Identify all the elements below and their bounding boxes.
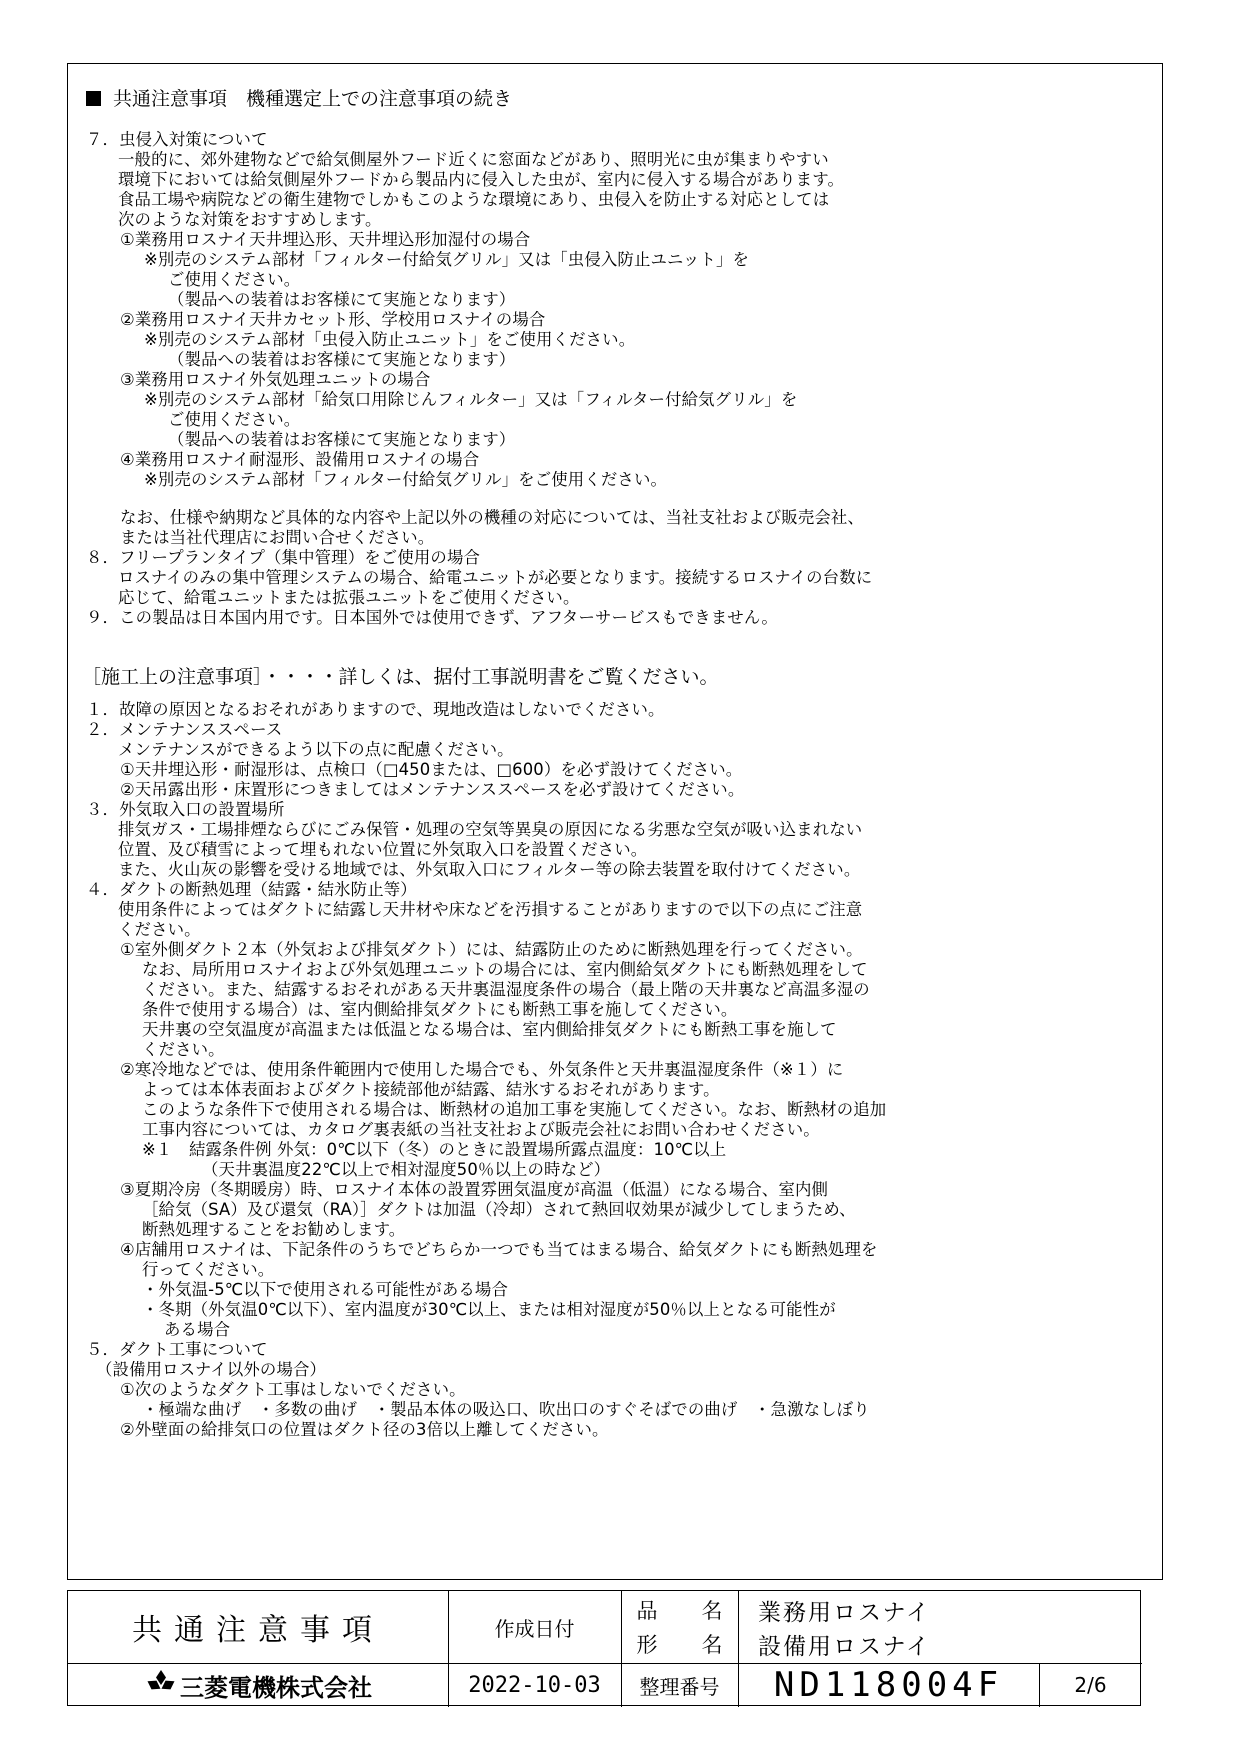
created-date-label: 作成日付 [494, 1616, 575, 1641]
note-line: また、火山灰の影響を受ける地域では、外気取入口にフィルター等の除去装置を取付けてください。 [118, 860, 861, 879]
note-line: ※別売のシステム部材「給気口用除じんフィルター」又は「フィルター付給気グリル」を [144, 390, 798, 409]
document-title: 共通注意事項 [132, 1613, 384, 1648]
note-line: ご使用ください。 [168, 410, 301, 429]
section-heading [86, 84, 512, 111]
note-line: 工事内容については、カタログ裏表紙の当社支社および販売会社にお問い合わせください。 [142, 1120, 820, 1139]
product-name: 業務用ロスナイ [758, 1599, 931, 1626]
note-line: ※別売のシステム部材「虫侵入防止ユニット」をご使用ください。 [144, 330, 636, 349]
note-line: ある場合 [164, 1320, 231, 1339]
note-line: ②業務用ロスナイ天井カセット形、学校用ロスナイの場合 [120, 310, 546, 329]
note-line: ３．外気取入口の設置場所 [86, 800, 285, 819]
company-name: 三菱電機株式会社 [180, 1673, 372, 1702]
note-line: ①次のようなダクト工事はしないでください。 [120, 1380, 466, 1399]
note-line: メンテナンスができるよう以下の点に配慮ください。 [118, 740, 514, 759]
note-line: または当社代理店にお問い合せください。 [120, 528, 435, 547]
note-line: ④店舗用ロスナイは、下記条件のうちでどちらか一つでも当てはまる場合、給気ダクトにも断熱処理を [120, 1240, 878, 1259]
note-line: （設備用ロスナイ以外の場合） [96, 1360, 327, 1379]
note-line: ※１ 結露条件例 外気：0℃以下（冬）のときに設置場所露点温度：10℃以上 [142, 1140, 727, 1159]
note-line: ５．ダクト工事について [86, 1340, 268, 1359]
note-line: なお、局所用ロスナイおよび外気処理ユニットの場合には、室内側給気ダクトにも断熱処理をして [142, 960, 868, 979]
note-line: このような条件下で使用される場合は、断熱材の追加工事を実施してください。なお、断熱材の追加 [142, 1100, 887, 1119]
reference-number-label: 整理番号 [639, 1674, 720, 1699]
note-line: ・極端な曲げ ・多数の曲げ ・製品本体の吸込口、吹出口のすぐそばでの曲げ ・急激なしぼり [142, 1400, 870, 1419]
note-line: 一般的に、郊外建物などで給気側屋外フード近くに窓面などがあり、照明光に虫が集まりやすい [118, 150, 829, 169]
note-line: 行ってください。 [142, 1260, 275, 1279]
model-name: 設備用ロスナイ [758, 1633, 931, 1660]
note-line: （製品への装着はお客様にて実施となります） [168, 430, 516, 449]
note-line: 環境下においては給気側屋外フードから製品内に侵入した虫が、室内に侵入する場合があります。 [118, 170, 844, 189]
note-line: 天井裏の空気温度が高温または低温となる場合は、室内側給排気ダクトにも断熱工事を施して [142, 1020, 837, 1039]
black-square-icon [86, 91, 101, 106]
note-line: ②寒冷地などでは、使用条件範囲内で使用した場合でも、外気条件と天井裏温湿度条件（※１）に [120, 1060, 844, 1079]
construction-notes-heading: ［施工上の注意事項］・・・・詳しくは、据付工事説明書をご覧ください。 [82, 666, 719, 688]
note-line: ご使用ください。 [168, 270, 301, 289]
note-line: 使用条件によってはダクトに結露し天井材や床などを汚損することがありますので以下の点にご注意 [118, 900, 863, 919]
model-name-label: 形 名 [636, 1633, 723, 1657]
note-line: 条件で使用する場合）は、室内側給排気ダクトにも断熱工事を施してください。 [142, 1000, 738, 1019]
page-number: 2/6 [1074, 1673, 1107, 1697]
note-line: ①天井埋込形・耐湿形は、点検口（□450または、□600）を必ず設けてください。 [120, 760, 743, 779]
note-line: ［給気（SA）及び還気（RA）］ダクトは加温（冷却）されて熱回収効果が減少してしまうため、 [142, 1200, 856, 1219]
note-line: ７．虫侵入対策について [86, 130, 268, 149]
note-line: 食品工場や病院などの衛生建物でしかもこのような環境にあり、虫侵入を防止する対応としては [118, 190, 830, 209]
product-name-label: 品 名 [636, 1599, 723, 1623]
note-line: ・冬期（外気温0℃以下）、室内温度が30℃以上、または相対湿度が50％以上となる可能性が [142, 1300, 836, 1319]
note-line: ロスナイのみの集中管理システムの場合、給電ユニットが必要となります。接続するロスナイの台数に [118, 568, 873, 587]
note-line: 排気ガス・工場排煙ならびにごみ保管・処理の空気等異臭の原因になる劣悪な空気が吸い込まれない [118, 820, 863, 839]
note-line: ②外壁面の給排気口の位置はダクト径の3倍以上離してください。 [120, 1420, 609, 1439]
note-line: ９．この製品は日本国内用です。日本国外では使用できず、アフターサービスもできません。 [86, 608, 778, 627]
note-line: ４．ダクトの断熱処理（結露・結氷防止等） [86, 880, 417, 899]
three-diamonds-icon [144, 1670, 178, 1700]
note-line: 次のような対策をおすすめします。 [118, 210, 382, 229]
created-date: 2022-10-03 [468, 1672, 601, 1698]
company-logo [68, 1663, 448, 1707]
note-line: ②天吊露出形・床置形につきましてはメンテナンススペースを必ず設けてください。 [120, 780, 745, 799]
note-line: ください。 [118, 920, 201, 939]
note-line: ※別売のシステム部材「フィルター付給気グリル」又は「虫侵入防止ユニット」を [144, 250, 750, 269]
note-line: （天井裏温度22℃以上で相対湿度50％以上の時など） [202, 1160, 611, 1179]
note-line: 位置、及び積雪によって埋もれない位置に外気取入口を設置ください。 [118, 840, 648, 859]
title-block [67, 1590, 1141, 1706]
note-line: 断熱処理することをお勧めします。 [142, 1220, 406, 1239]
note-line: よっては本体表面およびダクト接続部他が結露、結氷するおそれがあります。 [142, 1080, 720, 1099]
note-line: ③夏期冷房（冬期暖房）時、ロスナイ本体の設置雰囲気温度が高温（低温）になる場合、室内側 [120, 1180, 829, 1199]
note-line: ③業務用ロスナイ外気処理ユニットの場合 [120, 370, 431, 389]
note-line: （製品への装着はお客様にて実施となります） [168, 290, 516, 309]
note-line: ①室外側ダクト２本（外気および排気ダクト）には、結露防止のために断熱処理を行ってください。 [120, 940, 863, 959]
note-line: （製品への装着はお客様にて実施となります） [168, 350, 516, 369]
note-line: 応じて、給電ユニットまたは拡張ユニットをご使用ください。 [118, 588, 580, 607]
note-line: ・外気温-5℃以下で使用される可能性がある場合 [142, 1280, 509, 1299]
note-line: ２．メンテナンススペース [86, 720, 283, 739]
note-line: ※別売のシステム部材「フィルター付給気グリル」をご使用ください。 [144, 470, 668, 489]
note-line: ④業務用ロスナイ耐湿形、設備用ロスナイの場合 [120, 450, 480, 469]
note-line: ①業務用ロスナイ天井埋込形、天井埋込形加湿付の場合 [120, 230, 531, 249]
note-line: １．故障の原因となるおそれがありますので、現地改造はしないでください。 [86, 700, 665, 719]
note-line: ください。 [142, 1040, 225, 1059]
heading-text: 共通注意事項 機種選定上での注意事項の続き [113, 88, 513, 110]
note-line: ください。また、結露するおそれがある天井裏温湿度条件の場合（最上階の天井裏など高温多湿の [142, 980, 870, 999]
note-line: ８．フリープランタイプ（集中管理）をご使用の場合 [86, 548, 481, 567]
note-line: なお、仕様や納期など具体的な内容や上記以外の機種の対応については、当社支社および販売会社、 [120, 508, 864, 527]
document-body [76, 72, 1158, 1577]
document-number: ND118004F [773, 1665, 1004, 1705]
